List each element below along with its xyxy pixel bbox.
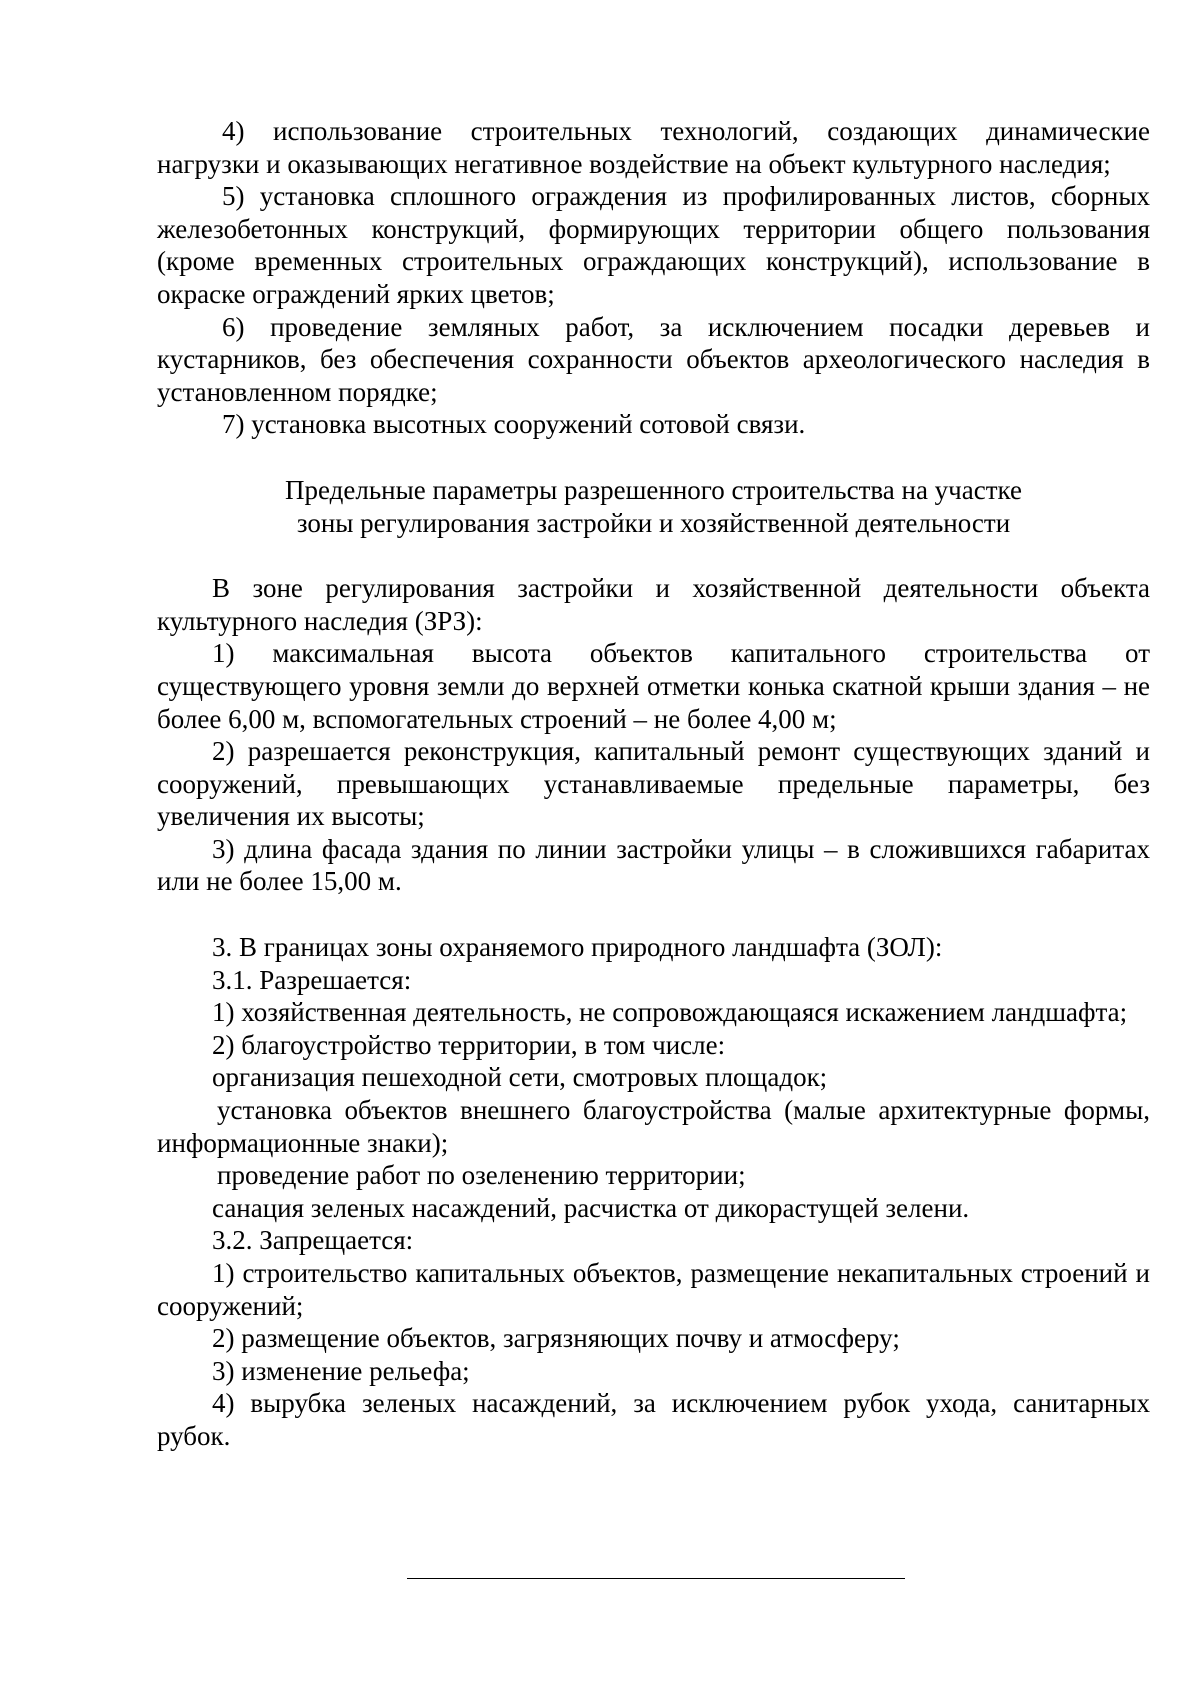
section-heading-line-1: Предельные параметры разрешенного строительства на участке <box>285 474 1022 505</box>
list-item: 4) вырубка зеленых насаждений, за исключением рубок ухода, санитарных рубок. <box>157 1388 1150 1451</box>
list-item: 3) длина фасада здания по линии застройки улицы – в сложившихся габаритах или не более 15,00 м. <box>157 833 1150 897</box>
list-item: 1) максимальная высота объектов капитального строительства от существующего уровня земли до верхней отметки конька скатной крыши здания – не более 6,00 м, вспомогательных строений – не более 4,00 м; <box>157 638 1150 734</box>
prohibited-title: 3.2. Запрещается: <box>212 1225 414 1256</box>
list-item: 5) установка сплошного ограждения из профилированных листов, сборных железобетонных конструкций, формирующих территории общего пользования (кроме временных строительных ограждающих конструкций), использование в окраске ограждений ярких цветов; <box>157 181 1150 309</box>
sub-list-item: установка объектов внешнего благоустройства (малые архитектурные формы, информационные знаки); <box>157 1095 1150 1158</box>
list-item: 2) благоустройство территории, в том числе: <box>212 1029 726 1060</box>
zol-title: 3. В границах зоны охраняемого природного ландшафта (ЗОЛ): <box>212 932 943 963</box>
spacer <box>157 898 1150 931</box>
sub-list-item: санация зеленых насаждений, расчистка от дикорастущей зелени. <box>212 1192 970 1223</box>
list-item: 7) установка высотных сооружений сотовой связи. <box>222 409 806 440</box>
list-item: 2) размещение объектов, загрязняющих почву и атмосферу; <box>212 1323 900 1354</box>
section-heading-line-2: зоны регулирования застройки и хозяйственной деятельности <box>296 507 1011 538</box>
list-item: 2) разрешается реконструкция, капитальный ремонт существующих зданий и сооружений, превышающих устанавливаемые предельные параметры, без увеличения их высоты; <box>157 736 1150 832</box>
footer-rule <box>407 1578 905 1579</box>
allowed-title: 3.1. Разрешается: <box>212 964 412 995</box>
sub-list-item: организация пешеходной сети, смотровых площадок; <box>212 1062 828 1093</box>
list-item: 3) изменение рельефа; <box>212 1355 470 1386</box>
spacer <box>157 441 1150 474</box>
list-item: 6) проведение земляных работ, за исключением посадки деревьев и кустарников, без обеспечения сохранности объектов археологического наследия в установленном порядке; <box>157 311 1150 407</box>
list-item: 4) использование строительных технологий, создающих динамические нагрузки и оказывающих негативное воздействие на объект культурного наследия; <box>157 116 1150 179</box>
zrz-intro: В зоне регулирования застройки и хозяйственной деятельности объекта культурного наследия (ЗРЗ): <box>157 573 1150 636</box>
sub-list-item: проведение работ по озеленению территории; <box>217 1160 746 1191</box>
spacer <box>157 539 1150 572</box>
list-item: 1) строительство капитальных объектов, размещение некапитальных строений и сооружений; <box>157 1258 1150 1321</box>
document-body <box>157 115 1150 1453</box>
list-item: 1) хозяйственная деятельность, не сопровождающаяся искажением ландшафта; <box>212 997 1128 1028</box>
